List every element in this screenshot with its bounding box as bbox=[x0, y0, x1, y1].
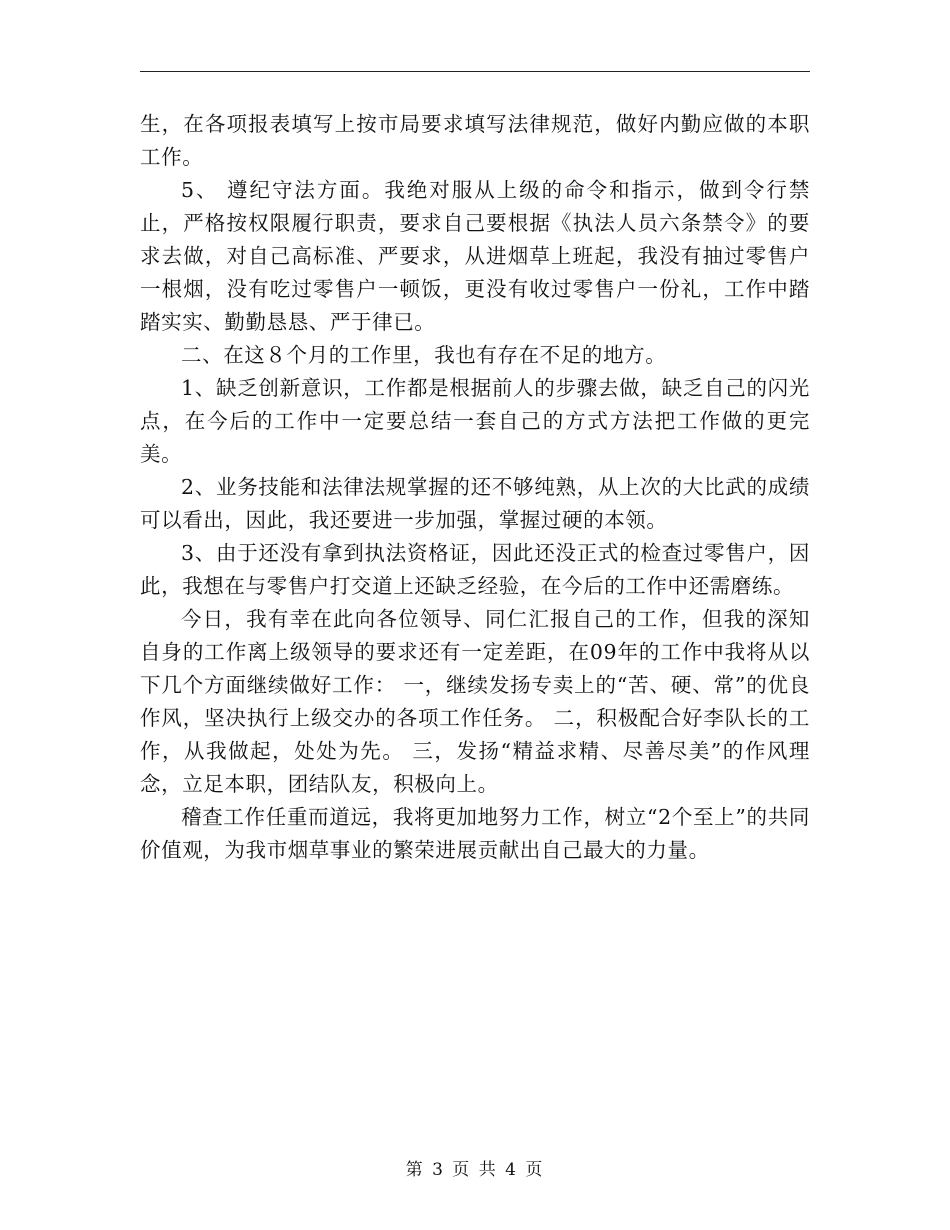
header-rule bbox=[140, 71, 810, 72]
paragraph-6: 3、由于还没有拿到执法资格证，因此还没正式的检查过零售户，因此，我想在与零售户打交道上还缺乏经验，在今后的工作中还需磨练。 bbox=[140, 541, 810, 598]
paragraph-7: 今日，我有幸在此向各位领导、同仁汇报自己的工作，但我的深知自身的工作离上级领导的要求还有一定差距，在09年的工作中我将从以下几个方面继续做好工作： 一，继续发扬专卖上的“苦、硬、常”的优良作风，坚决执行上级交办的各项工作任务。 二，积极配合好李队长的工作，从我做起，处处为先。 三，发扬“精益求精、尽善尽美”的作风理念，立足本职，团结队友，积极向上。 bbox=[140, 607, 810, 796]
paragraph-1: 生，在各项报表填写上按市局要求填写法律规范，做好内勤应做的本职工作。 bbox=[140, 112, 810, 169]
paragraph-2: 5、 遵纪守法方面。我绝对服从上级的命令和指示，做到令行禁止，严格按权限履行职责，要求自己要根据《执法人员六条禁令》的要求去做，对自己高标准、严要求，从进烟草上班起，我没有抽过零售户一根烟，没有吃过零售户一顿饭，更没有收过零售户一份礼，工作中踏踏实实、勤勤恳恳、严于律已。 bbox=[140, 178, 810, 334]
paragraph-3: 二、在这８个月的工作里，我也有存在不足的地方。 bbox=[181, 343, 667, 367]
paragraph-5: 2、业务技能和法律法规掌握的还不够纯熟，从上次的大比武的成绩可以看出，因此，我还要进一步加强，掌握过硬的本领。 bbox=[140, 475, 810, 532]
document-body bbox=[140, 108, 810, 867]
page-number: 第 3 页 共 4 页 bbox=[405, 1160, 545, 1180]
paragraph-8: 稽查工作任重而道远，我将更加地努力工作，树立“2个至上”的共同价值观，为我市烟草事业的繁荣进展贡献出自己最大的力量。 bbox=[140, 805, 810, 862]
paragraph-4: 1、缺乏创新意识，工作都是根据前人的步骤去做，缺乏自己的闪光点，在今后的工作中一定要总结一套自己的方式方法把工作做的更完美。 bbox=[140, 376, 810, 466]
